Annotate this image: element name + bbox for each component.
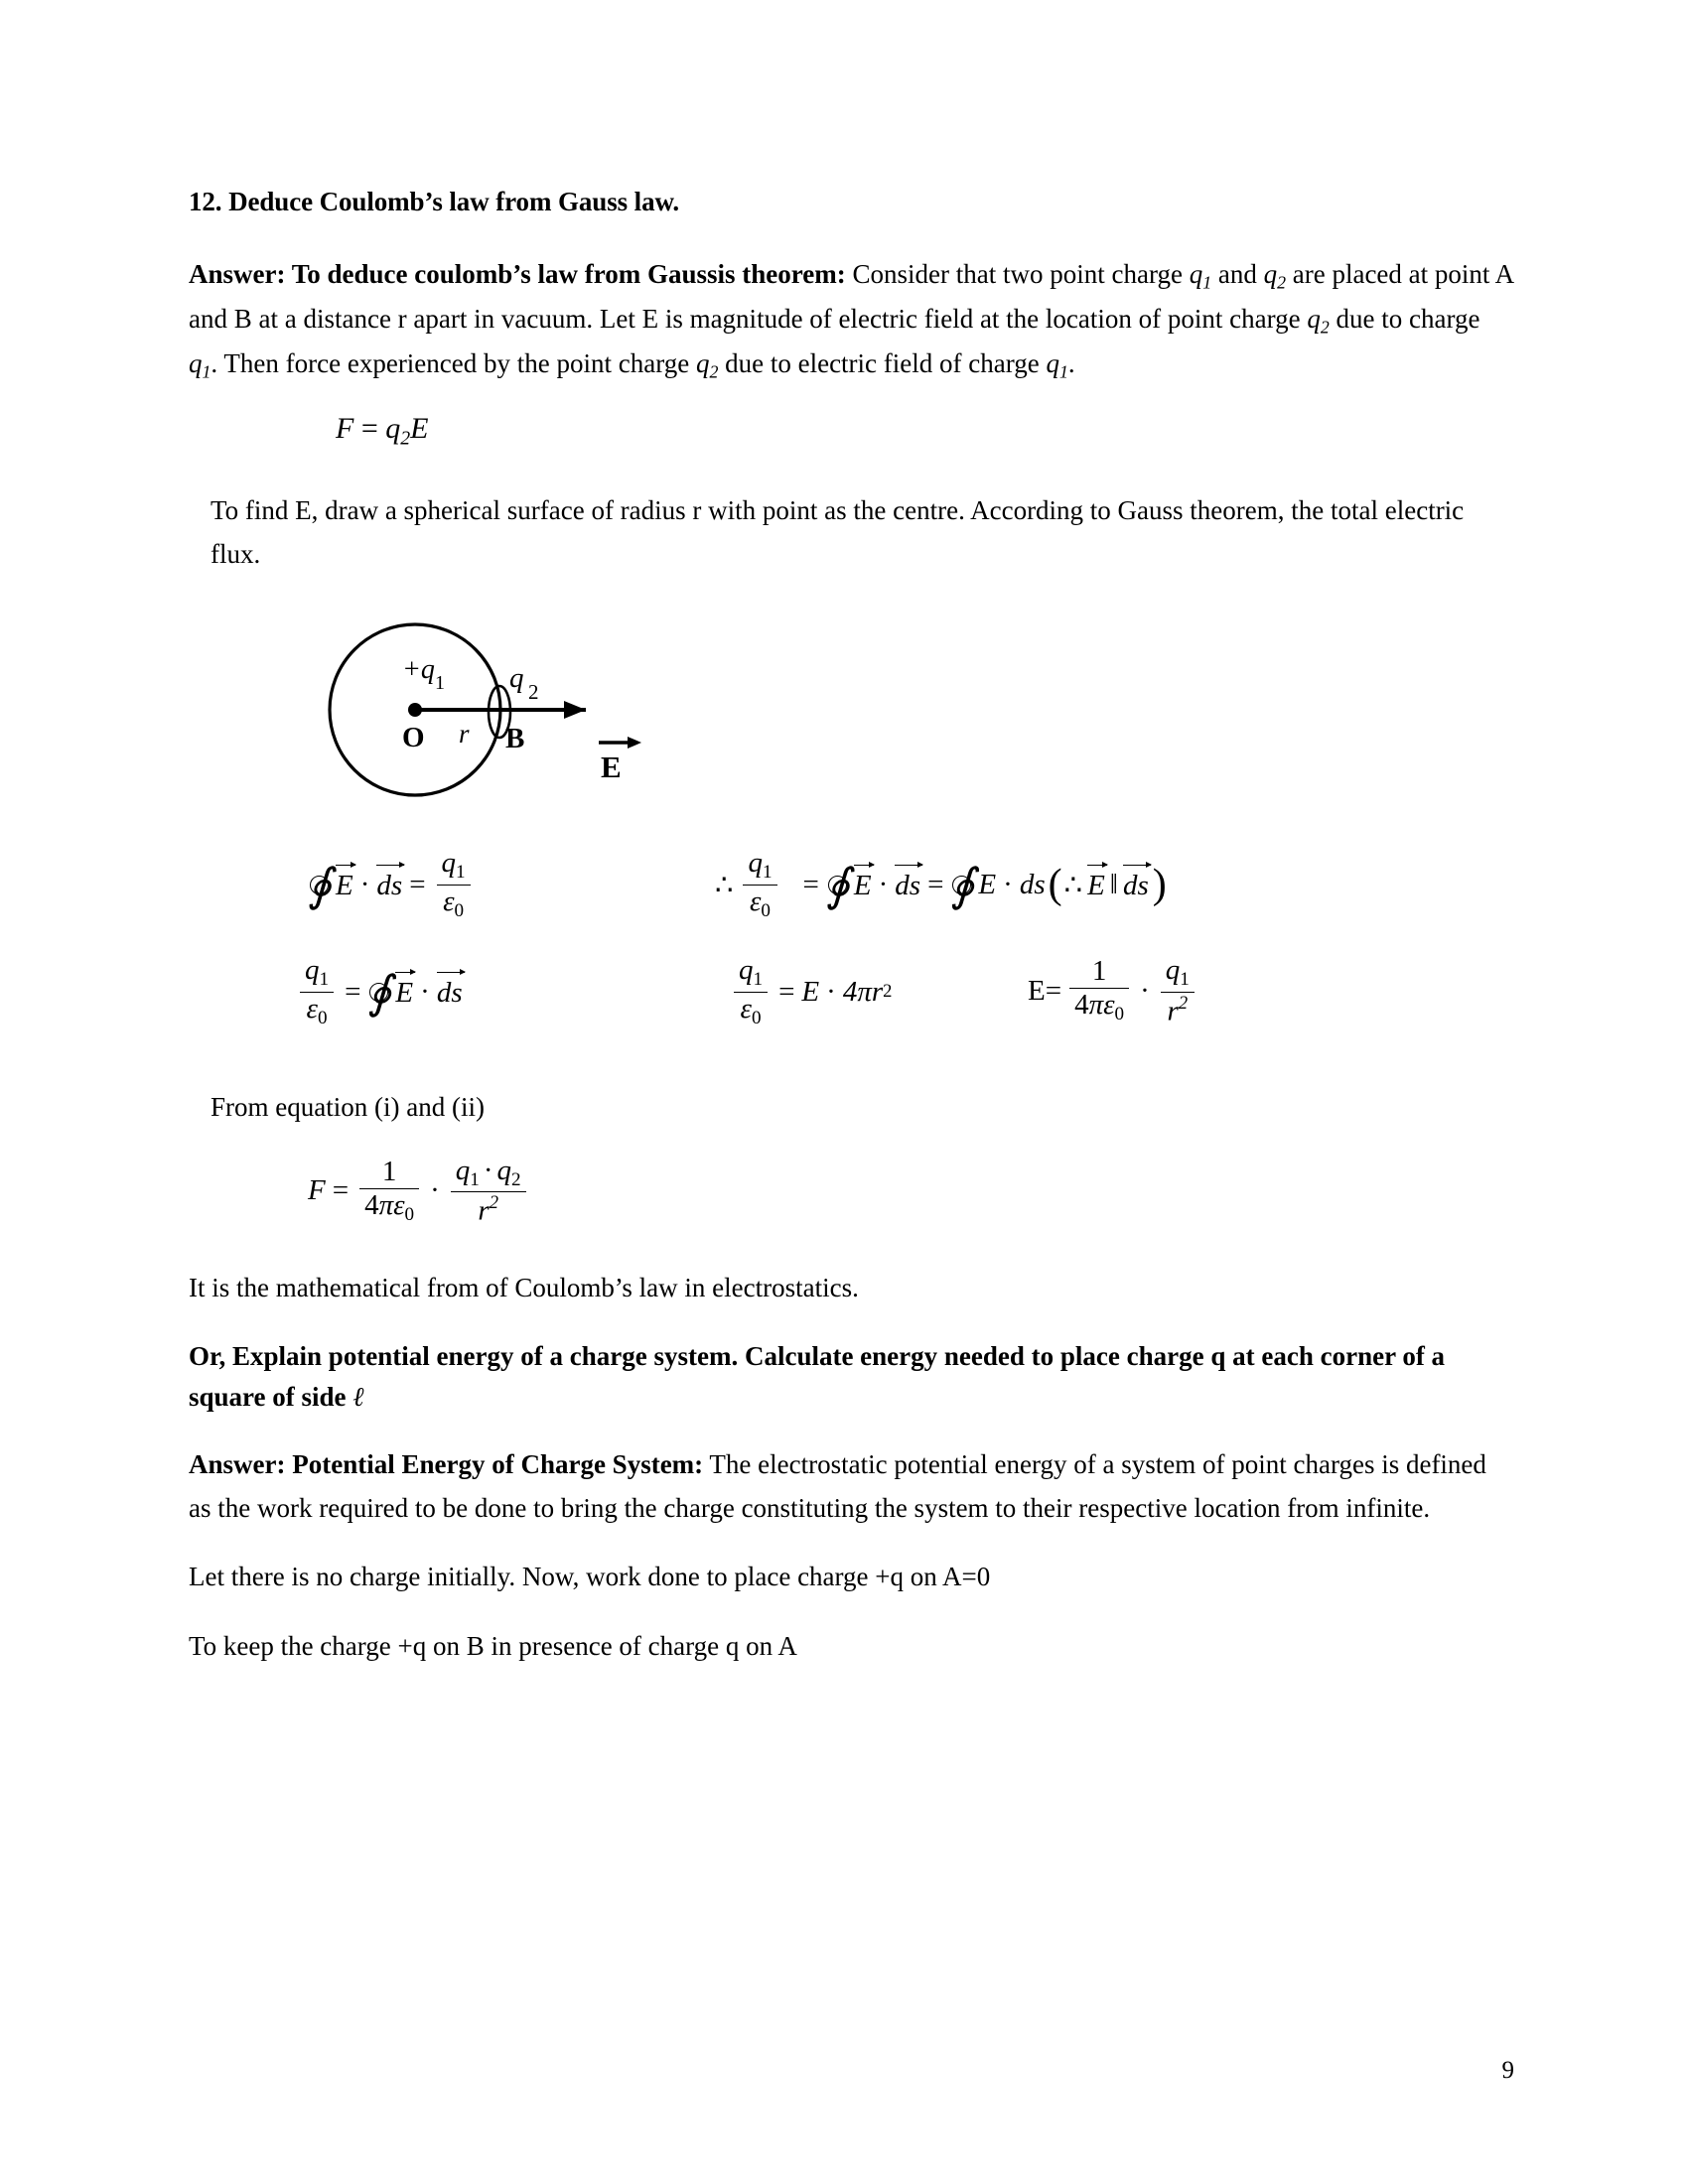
eqf-num2-dot: · <box>483 1154 493 1186</box>
eq2-num-sym: q <box>305 953 320 986</box>
eq1-equals: = <box>409 868 426 900</box>
eq4-exponent: 2 <box>883 981 893 1003</box>
charge-q2-inline-a: q <box>1263 259 1278 290</box>
eq4-equals: = <box>778 975 795 1008</box>
force-equals: = <box>360 412 378 446</box>
charge-q1-inline-c: q <box>1046 347 1059 378</box>
eq3-integral-ring-1 <box>828 876 847 894</box>
eqf-den-1 <box>359 1188 419 1226</box>
eq5-den-2 <box>1161 992 1195 1027</box>
eq3-contour-integral-icon-2 <box>950 859 976 910</box>
charge-q2-sub-c: 2 <box>709 361 719 382</box>
answer-body-part3: are placed at point A and B at a distance r apart in vacuum. Let E is magnitude of electric field at the location of point charge <box>189 259 1513 334</box>
eq2-dot: · <box>420 975 430 1008</box>
eq3-denominator <box>743 885 776 922</box>
eq2-den-sym: ε <box>306 992 318 1024</box>
eq3-numerator <box>743 848 776 885</box>
paragraph-let-there: Let there is no charge initially. Now, work done to place charge +q on A=0 <box>189 1562 991 1592</box>
page-number: 9 <box>1501 2057 1514 2084</box>
equation-flux-area <box>730 955 892 1029</box>
eq2-num-sub: 1 <box>319 968 330 990</box>
or-question-heading <box>189 1336 1514 1418</box>
eq5-dot: · <box>1140 974 1150 1007</box>
eq5-den2-sym: r <box>1167 995 1179 1027</box>
eq5-num2-sub: 1 <box>1180 968 1190 990</box>
eq4-fraction <box>734 955 768 1029</box>
equation-gauss-flux <box>308 848 475 922</box>
eq4-pi: π <box>857 975 872 1008</box>
eq1-E-vector: E <box>336 869 353 901</box>
eqf-fraction-2 <box>451 1156 526 1228</box>
figure-label-E: E <box>601 749 622 784</box>
side-length-symbol: ℓ <box>352 1381 364 1412</box>
eq5-den1-eps-sub: 0 <box>1114 1004 1125 1025</box>
charge-q2-sub-b: 2 <box>1320 317 1330 338</box>
equation-flux-rearranged <box>296 955 463 1029</box>
eq4-num-sym: q <box>739 953 754 986</box>
eqf-den1-eps-sub: 0 <box>404 1204 415 1226</box>
eqf-den2-exp: 2 <box>489 1192 498 1214</box>
force-q: q <box>385 412 401 446</box>
eq2-contour-integral-icon <box>367 966 393 1018</box>
eq5-num-2 <box>1161 955 1195 992</box>
eqf-num2-q2: q <box>496 1154 512 1186</box>
eq4-den-sub: 0 <box>751 1007 762 1028</box>
eq3-parallel-symbol: ‖ <box>1109 868 1118 900</box>
eq2-fraction <box>300 955 334 1029</box>
eqf-num2-q1-sub: 1 <box>470 1168 480 1190</box>
figure-label-r: r <box>459 718 470 749</box>
eqf-num2-q1: q <box>455 1154 471 1186</box>
eq5-E-label: E= <box>1028 974 1062 1007</box>
eq2-ds-vector: ds <box>436 976 463 1009</box>
gauss-sphere-svg <box>308 611 725 809</box>
eq1-num-sym: q <box>441 846 457 879</box>
eq5-fraction-2 <box>1161 955 1195 1027</box>
eqf-num2-q2-sub: 2 <box>511 1168 521 1190</box>
eq3-integral-glyph-2: ∮ <box>950 859 975 910</box>
eq2-den-sub: 0 <box>317 1007 328 1028</box>
answer-paragraph-1 <box>189 253 1514 386</box>
equation-block <box>189 848 1514 1056</box>
eq3-ds-vector-2: ds <box>1122 869 1149 901</box>
eq4-num-sub: 1 <box>753 968 764 990</box>
eq4-E: E <box>801 975 820 1008</box>
eq3-E-vector-1: E <box>853 869 872 901</box>
eq4-denominator <box>734 992 768 1029</box>
answer-body-part1: Consider that two point charge <box>845 259 1190 290</box>
field-arrow-head <box>564 701 586 719</box>
eq1-denominator <box>437 885 471 922</box>
or-heading-line-2: q at each corner of a square of side <box>189 1340 1446 1412</box>
eq5-fraction-1 <box>1069 956 1129 1025</box>
figure-label-O: O <box>402 721 425 753</box>
figure-label-q1-sub: 1 <box>435 671 445 694</box>
eq3-E-plain: E <box>978 868 997 900</box>
paragraph-math-form: It is the mathematical from of Coulomb’s law in electrostatics. <box>189 1273 859 1303</box>
eq5-den1-four: 4 <box>1074 989 1089 1022</box>
eq3-equals-1: = <box>802 868 819 900</box>
answer-body-part5: . Then force experienced by the point charge <box>211 347 696 378</box>
eq5-num2-sym: q <box>1165 953 1181 986</box>
integral-glyph: ∮ <box>308 859 332 910</box>
eq1-num-sub: 1 <box>456 861 466 883</box>
eqf-num-2 <box>451 1156 526 1192</box>
charge-q1-sub-a: 1 <box>1202 273 1212 294</box>
figure-label-B: B <box>505 722 525 754</box>
eqf-den1-eps: ε <box>393 1189 405 1222</box>
eq1-den-sym: ε <box>443 885 455 917</box>
eq5-num-1: 1 <box>1091 955 1107 988</box>
eq4-den-sym: ε <box>740 992 752 1024</box>
eq1-den-sub: 0 <box>454 899 465 921</box>
eq3-ds-plain: ds <box>1019 868 1046 900</box>
force-symbol: F <box>336 412 354 446</box>
eq1-dot: · <box>359 868 370 900</box>
charge-q1-inline-a: q <box>1189 259 1203 290</box>
equation-force <box>189 412 1514 450</box>
answer-body-part4: due to charge <box>1336 303 1480 334</box>
or-heading-line-1: Or, Explain potential energy of a charge system. Calculate energy needed to place charge <box>189 1340 1204 1371</box>
eq3-den-sub: 0 <box>761 899 771 921</box>
answer-body-part7: . <box>1067 347 1075 378</box>
eq3-integral-glyph-1: ∮ <box>825 859 850 910</box>
eqf-equals: = <box>332 1174 350 1207</box>
eq4-numerator <box>734 955 768 992</box>
charge-q2-inline-c: q <box>695 347 710 378</box>
eq3-therefore: ∴ <box>715 869 734 901</box>
force-E: E <box>410 412 429 446</box>
eq2-numerator <box>300 955 334 992</box>
eq3-therefore-2: ∴ <box>1063 869 1083 901</box>
contour-integral-icon <box>308 859 334 910</box>
eq4-dot: · <box>826 975 836 1008</box>
answer-label-2: Answer: Potential Energy of Charge System: <box>189 1448 704 1479</box>
question-heading: 12. Deduce Coulomb’s law from Gauss law. <box>189 187 680 216</box>
charge-q2-sub-a: 2 <box>1277 273 1286 294</box>
eq3-num-sub: 1 <box>762 861 773 883</box>
eq3-dot-2: · <box>1003 868 1013 900</box>
eq3-den-sym: ε <box>749 885 762 917</box>
answer-body-part2: and <box>1217 259 1264 290</box>
charge-q1-inline-b: q <box>189 347 203 378</box>
paragraph-from-equation: From equation (i) and (ii) <box>211 1091 485 1122</box>
answer-label-1: Answer: To deduce coulomb’s law from Gaussis theorem: <box>189 259 846 290</box>
equation-field-magnitude <box>1028 955 1198 1027</box>
eq3-equals-2: = <box>927 868 944 900</box>
eq1-ds-vector: ds <box>376 869 403 901</box>
eq1-fraction <box>437 848 471 922</box>
force-q-sub: 2 <box>400 427 411 450</box>
eq5-den1-eps: ε <box>1103 989 1115 1022</box>
eq2-integral-glyph: ∮ <box>367 966 392 1018</box>
eq2-equals: = <box>345 975 361 1008</box>
figure-gauss-sphere <box>189 611 1514 814</box>
eqf-den1-pi: π <box>378 1189 394 1222</box>
eq5-den2-exp: 2 <box>1178 992 1189 1014</box>
eqf-fraction-1 <box>359 1157 419 1226</box>
eqf-den-2 <box>451 1191 526 1227</box>
answer-body-part6: due to electric field of charge <box>725 347 1047 378</box>
paragraph-find-e: To find E, draw a spherical surface of radius r with point as the centre. According to Gauss theorem, the total electric flux. <box>211 495 1465 570</box>
eq2-E-vector: E <box>395 976 414 1009</box>
eq3-E-vector-2: E <box>1087 869 1105 901</box>
eq3-fraction <box>743 848 776 922</box>
figure-label-q2: q <box>509 661 524 694</box>
eq3-contour-integral-icon-1 <box>825 859 852 910</box>
eq4-four: 4 <box>842 975 858 1008</box>
paragraph-to-keep: To keep the charge +q on B in presence of charge q on A <box>189 1631 797 1662</box>
charge-q1-sub-c: 1 <box>1058 361 1068 382</box>
charge-q2-inline-b: q <box>1307 303 1321 334</box>
eq3-dot-1: · <box>878 868 889 900</box>
equation-coulomb-final <box>189 1156 1514 1228</box>
eq5-den1-pi: π <box>1088 989 1104 1022</box>
eqf-dot: · <box>430 1174 440 1207</box>
eq3-paren-close: ) <box>1152 862 1167 908</box>
eq5-den-1 <box>1069 988 1129 1025</box>
eqf-F: F <box>308 1174 326 1207</box>
figure-label-plus-q1: +q <box>402 653 435 685</box>
charge-q1-sub-b: 1 <box>202 361 211 382</box>
eq2-denominator <box>300 992 334 1029</box>
figure-label-q2-sub: 2 <box>528 679 539 704</box>
eq3-ds-vector-1: ds <box>895 869 921 901</box>
E-vector-arrow-head <box>628 737 641 749</box>
eq4-r: r <box>871 975 884 1008</box>
answer-paragraph-2 <box>189 1443 1514 1530</box>
equation-flux-parallel <box>715 848 1167 922</box>
eqf-den1-four: 4 <box>364 1189 379 1222</box>
eq3-num-sym: q <box>748 846 763 879</box>
eq3-paren-open: ( <box>1048 862 1062 908</box>
answer-body-2: The electrostatic potential energy of a system of point charges is defined as the work required to be done to bring the charge constituting the system to their respective location from infinite. <box>189 1448 1486 1523</box>
eqf-num-1: 1 <box>381 1155 397 1187</box>
eqf-den2-sym: r <box>478 1194 490 1227</box>
eq1-numerator <box>437 848 471 885</box>
integral-ring <box>310 876 329 894</box>
